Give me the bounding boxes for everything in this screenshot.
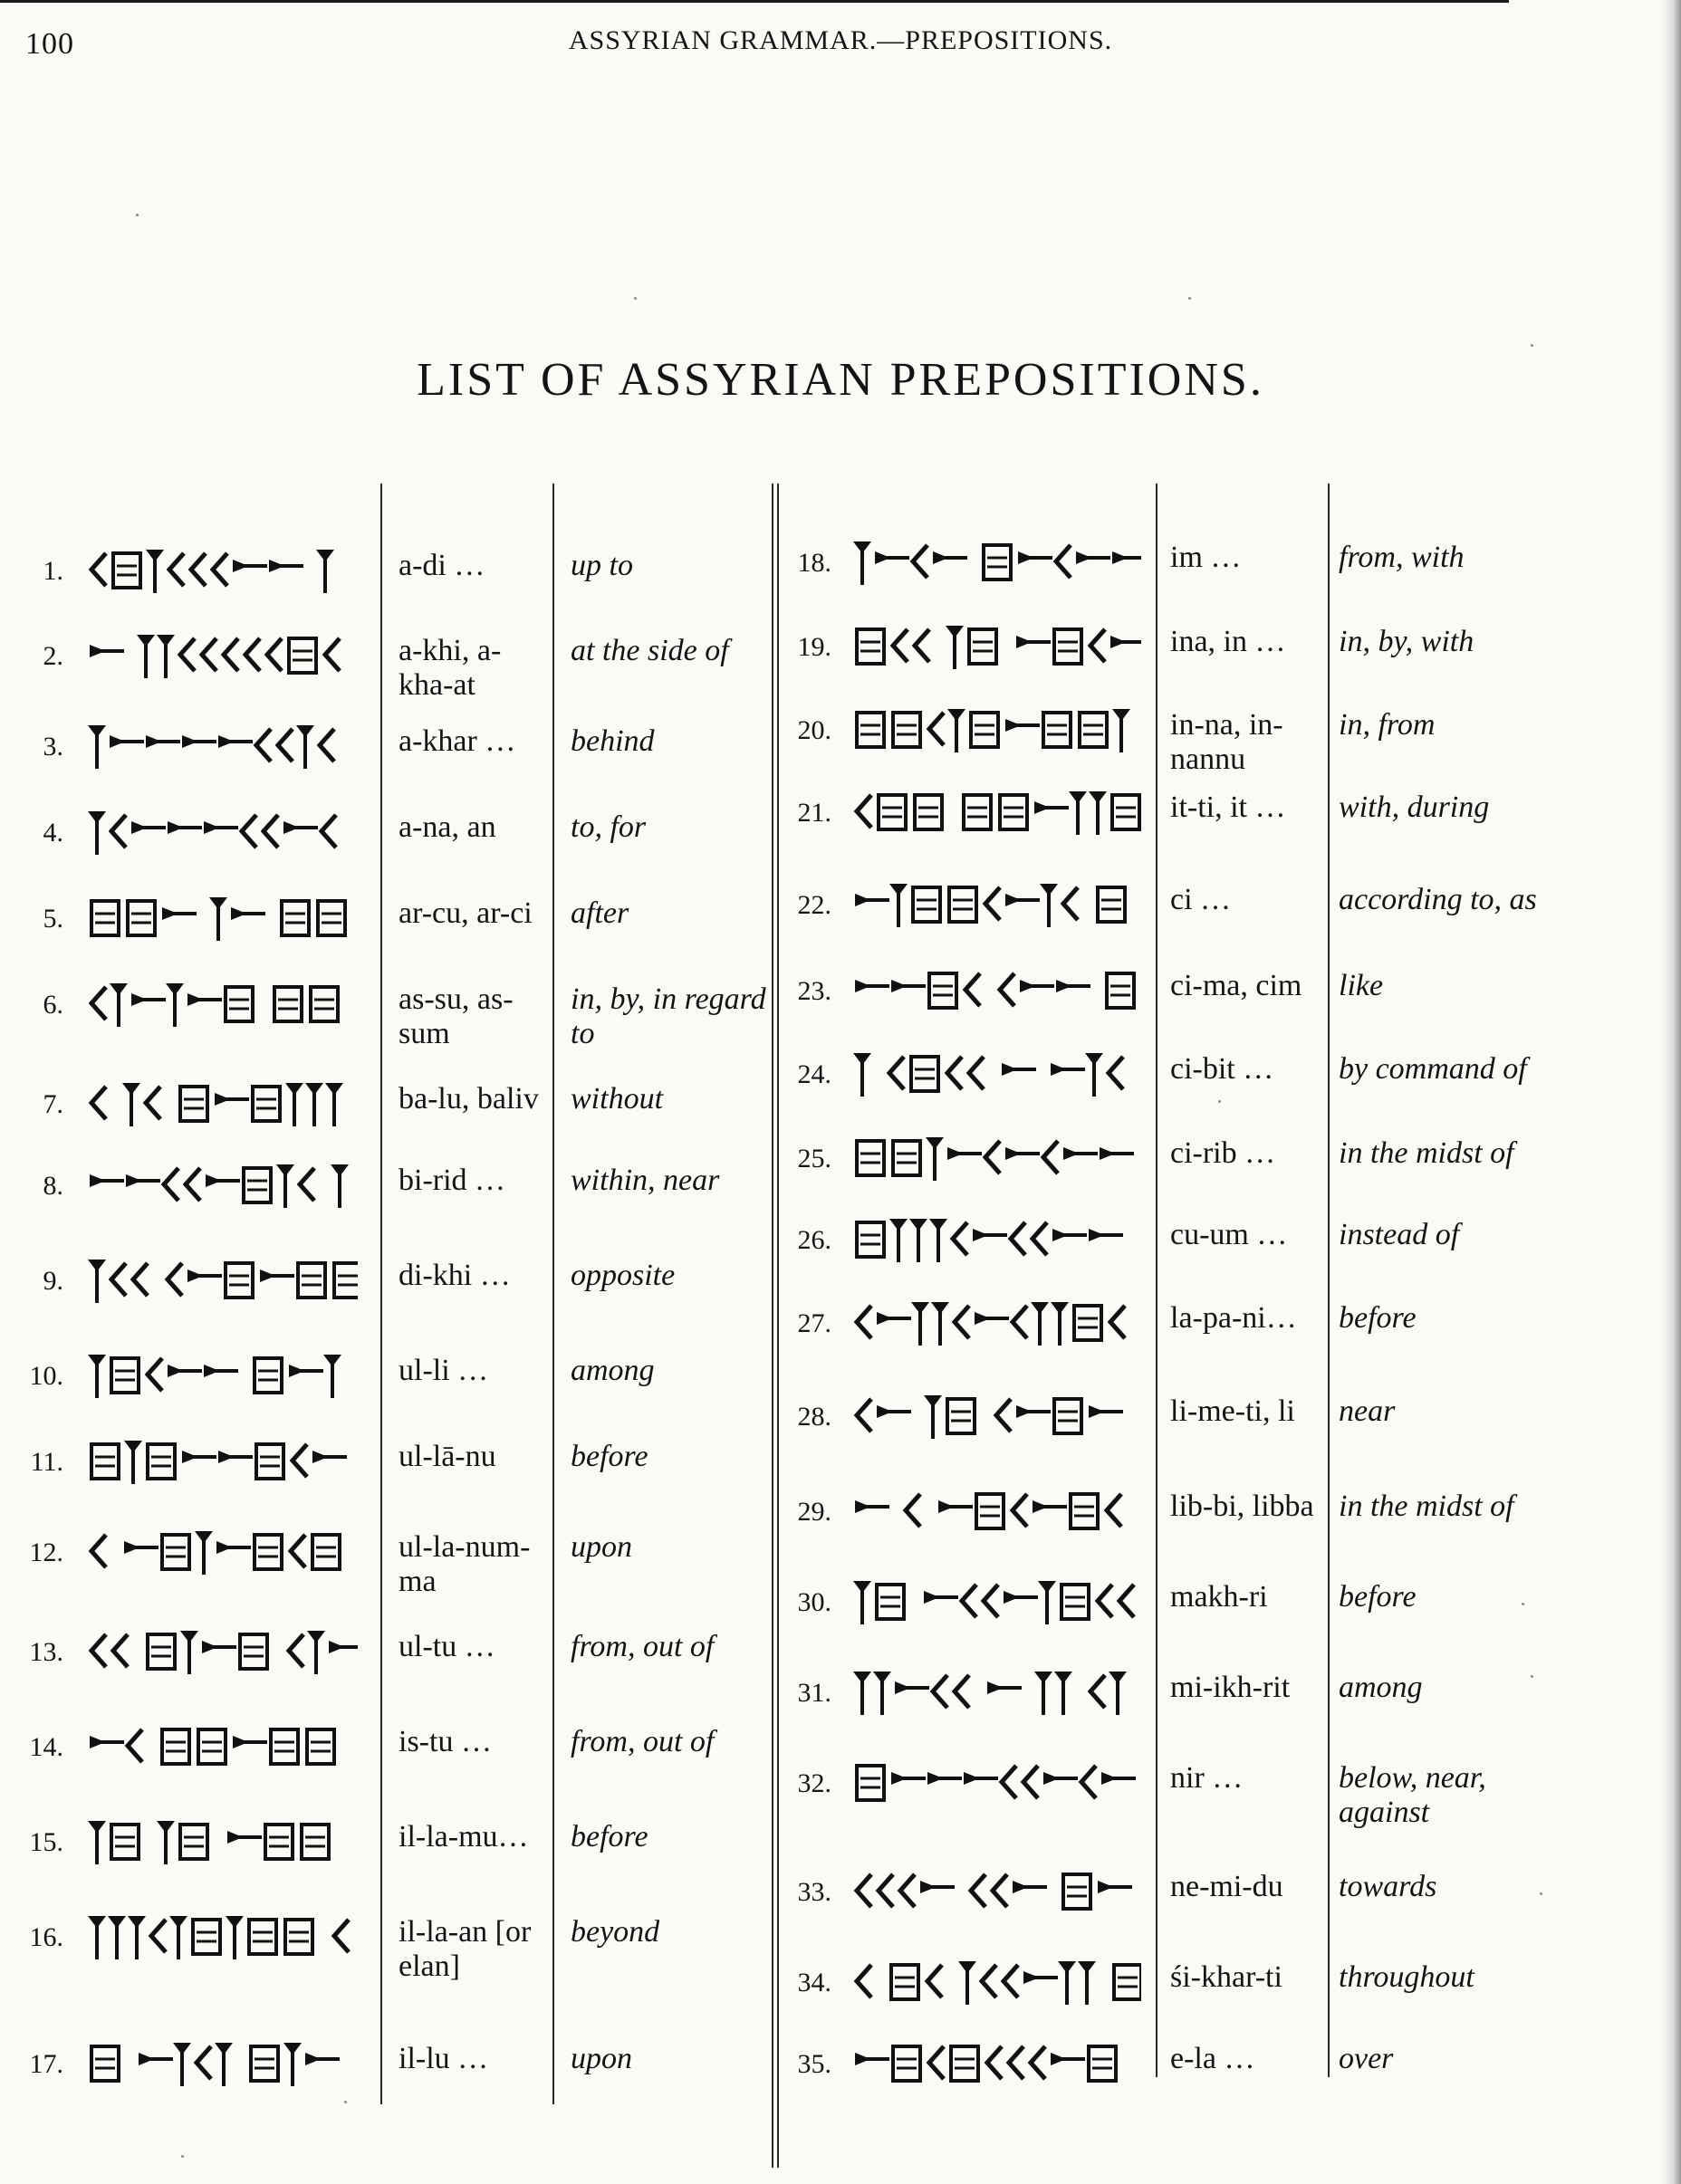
table-row [0,634,770,715]
english-meaning: among [1339,1671,1423,1704]
entry-number: 6. [43,990,63,1020]
entry-number: 19. [797,632,831,662]
transliteration: it-ti, it … [1170,790,1286,824]
table-row [0,1820,770,1901]
transliteration: ul-li … [399,1354,489,1387]
english-meaning: below, near, against [1339,1761,1486,1829]
table-row [0,1915,770,1997]
english-meaning: before [571,1440,648,1473]
table-row [0,1530,770,1612]
entry-number: 3. [43,732,63,762]
table-row [779,969,1558,1050]
english-meaning: among [571,1354,655,1387]
entry-number: 23. [797,976,831,1006]
entry-number: 11. [30,1447,63,1477]
transliteration: cu-um … [1170,1218,1288,1251]
table-row [0,1164,770,1245]
entry-number: 30. [797,1587,831,1617]
entry-number: 12. [29,1537,63,1567]
entry-number: 1. [43,556,63,586]
table-row [0,982,770,1064]
transliteration: ci-ma, cim [1170,969,1302,1002]
transliteration: ne-mi-du [1170,1870,1283,1903]
list-title: LIST OF ASSYRIAN PREPOSITIONS. [417,354,1264,406]
table-row [779,1580,1558,1662]
table-row [779,1960,1558,2042]
table-row [779,883,1558,964]
transliteration: ci … [1170,883,1232,916]
table-row [779,1870,1558,1951]
transliteration: ci-bit … [1170,1052,1274,1086]
transliteration: lib-bi, libba [1170,1490,1314,1523]
entry-number: 20. [797,715,831,745]
english-meaning: at the side of [571,634,729,667]
transliteration: is-tu … [399,1725,492,1758]
table-row [779,625,1558,706]
transliteration: il-la-an [or elan] [399,1915,532,1983]
transliteration: im … [1170,541,1242,574]
english-meaning: towards [1339,1870,1437,1903]
transliteration: e-la … [1170,2042,1255,2075]
transliteration: ul-la-num-ma [399,1530,531,1598]
table-row [0,896,770,978]
transliteration: a-khi, a-kha-at [399,634,502,702]
english-meaning: instead of [1339,1218,1460,1251]
entry-number: 17. [29,2049,63,2079]
transliteration: ul-lā-nu [399,1440,496,1473]
transliteration: a-khar … [399,724,516,758]
table-row [0,1259,770,1340]
entry-number: 33. [797,1877,831,1907]
english-meaning: according to, as [1339,883,1537,916]
table-row [0,1440,770,1521]
table-row [779,1394,1558,1476]
english-meaning: from, out of [571,1725,715,1758]
english-meaning: by command of [1339,1052,1527,1086]
english-meaning: in, from [1339,708,1436,742]
scan-speck [344,2101,347,2103]
english-meaning: beyond [571,1915,660,1949]
table-row [0,1082,770,1164]
english-meaning: opposite [571,1259,676,1292]
table-row [779,708,1558,790]
english-meaning: after [571,896,629,930]
entry-number: 5. [43,904,63,934]
transliteration: ba-lu, baliv [399,1082,539,1116]
english-meaning: to, for [571,810,647,844]
table-row [779,2042,1558,2123]
table-row [779,1671,1558,1752]
transliteration: li-me-ti, li [1170,1394,1295,1428]
table-row [779,1490,1558,1571]
scan-speck [1522,1603,1524,1605]
english-meaning: up to [571,549,633,582]
transliteration: in-na, in-nannu [1170,708,1283,776]
entry-number: 14. [29,1732,63,1762]
scan-speck [136,214,139,216]
entry-number: 25. [797,1144,831,1173]
entry-number: 16. [29,1922,63,1952]
column-divider [772,484,773,2168]
english-meaning: before [1339,1301,1417,1335]
entry-number: 29. [797,1497,831,1527]
transliteration: a-na, an [399,810,496,844]
entry-number: 24. [797,1059,831,1089]
page-number: 100 [25,27,74,61]
entry-number: 13. [29,1637,63,1667]
table-row [779,1218,1558,1299]
english-meaning: from, with [1339,541,1465,574]
entry-number: 2. [43,641,63,671]
scan-speck [1218,1100,1221,1103]
english-meaning: in the midst of [1339,1490,1514,1523]
table-row [0,810,770,892]
top-rule [0,0,1509,3]
english-meaning: like [1339,969,1384,1002]
table-row [779,790,1558,872]
scan-speck [1531,344,1533,347]
english-meaning: throughout [1339,1960,1474,1994]
english-meaning: from, out of [571,1630,715,1663]
table-row [0,1630,770,1711]
entry-number: 35. [797,2049,831,2079]
table-row [779,1052,1558,1134]
scan-speck [1540,1892,1542,1895]
entry-number: 4. [43,818,63,848]
scan-speck [181,2155,184,2158]
english-meaning: in, by, with [1339,625,1474,658]
table-row [0,2042,770,2123]
table-row [779,541,1558,622]
table-row [0,1725,770,1806]
entry-number: 27. [797,1308,831,1338]
entry-number: 31. [797,1678,831,1708]
transliteration: ar-cu, ar-ci [399,896,533,930]
entry-number: 9. [43,1266,63,1296]
entry-number: 10. [29,1361,63,1391]
transliteration: as-su, as-sum [399,982,514,1050]
english-meaning: in, by, in regard to [571,982,766,1050]
english-meaning: before [571,1820,648,1854]
english-meaning: over [1339,2042,1394,2075]
english-meaning: within, near [571,1164,720,1197]
scan-speck [1188,297,1191,300]
scan-edge [1661,0,1681,2184]
transliteration: la-pa-ni… [1170,1301,1297,1335]
transliteration: il-lu … [399,2042,489,2075]
entry-number: 26. [797,1225,831,1255]
scan-speck [634,297,637,300]
english-meaning: in the midst of [1339,1136,1514,1170]
entry-number: 18. [797,548,831,578]
english-meaning: with, during [1339,790,1490,824]
entry-number: 8. [43,1171,63,1201]
transliteration: nir … [1170,1761,1244,1795]
table-row [0,724,770,806]
entry-number: 15. [29,1827,63,1857]
transliteration: śi-khar-ti [1170,1960,1282,1994]
transliteration: ci-rib … [1170,1136,1276,1170]
entry-number: 32. [797,1768,831,1798]
english-meaning: behind [571,724,655,758]
entry-number: 34. [797,1968,831,1997]
transliteration: a-di … [399,549,485,582]
english-meaning: without [571,1082,664,1116]
entry-number: 28. [797,1402,831,1432]
table-row [779,1301,1558,1383]
english-meaning: upon [571,2042,632,2075]
scan-speck [1531,1675,1533,1678]
transliteration: bi-rid … [399,1164,506,1197]
english-meaning: before [1339,1580,1417,1614]
english-meaning: upon [571,1530,632,1564]
entry-number: 21. [797,798,831,828]
table-row [779,1136,1558,1218]
english-meaning: near [1339,1394,1396,1428]
table-row [0,1354,770,1435]
running-head: ASSYRIAN GRAMMAR.—PREPOSITIONS. [568,25,1113,55]
entry-number: 22. [797,890,831,920]
table-row [779,1761,1558,1843]
transliteration: il-la-mu… [399,1820,529,1854]
entry-number: 7. [43,1089,63,1119]
table-row [0,549,770,630]
transliteration: di-khi … [399,1259,511,1292]
transliteration: ul-tu … [399,1630,495,1663]
transliteration: makh-ri [1170,1580,1268,1614]
transliteration: mi-ikh-rit [1170,1671,1291,1704]
transliteration: ina, in … [1170,625,1286,658]
